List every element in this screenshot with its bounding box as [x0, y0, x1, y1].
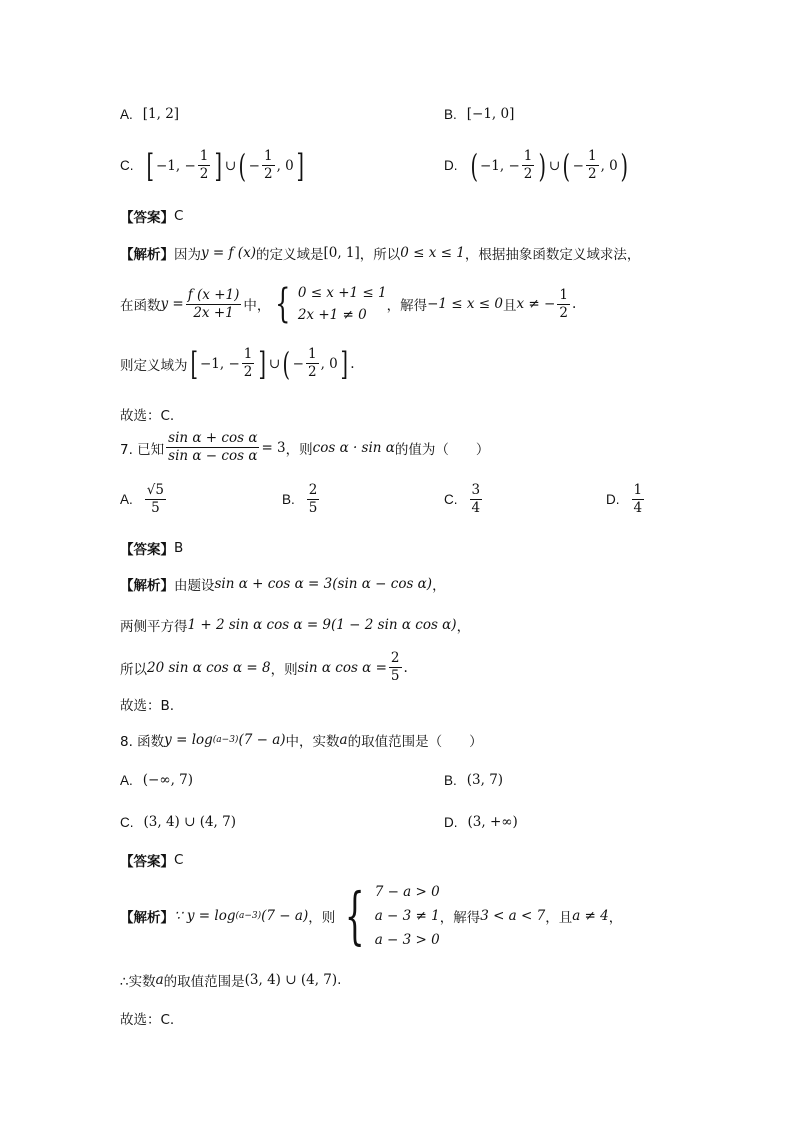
text: 故选：B. — [120, 698, 175, 714]
fraction: $\frac{3}{4}$ — [471, 482, 481, 516]
option-label: D. — [444, 158, 458, 173]
math-text: 0 ≤ x ≤ 1 — [400, 245, 465, 261]
text: ，且 — [545, 910, 573, 926]
q8-answer — [120, 850, 183, 870]
option-label: A. — [120, 492, 133, 507]
q6-answer — [120, 206, 183, 226]
text: 中，实数 — [285, 734, 340, 750]
math-text: , 0 — [600, 157, 618, 174]
math-text: y = — [160, 296, 184, 312]
math-text: . — [403, 659, 408, 676]
text: ，则 — [308, 910, 336, 926]
option-label: D. — [444, 814, 458, 830]
text: ， — [456, 619, 471, 635]
text: ∴实数 — [120, 974, 156, 990]
math-text: (7 − a) — [261, 908, 309, 924]
option-label: B. — [282, 492, 295, 507]
q7-option-b — [282, 482, 321, 517]
option-label: B. — [444, 106, 457, 122]
text: 的取值范围是 — [163, 974, 245, 990]
union-symbol: ∪ — [268, 355, 281, 372]
math-text: − — [572, 157, 584, 174]
q8-option-a — [120, 772, 193, 788]
q8-option-b — [444, 772, 503, 788]
question-number: 7. 已知 — [120, 441, 165, 458]
q6-explanation-line-3: 则定义域为 [ −1, − $\frac{1}{2}$ ] ∪ ( − $\frac{1}{2}$ , 0 ] . — [120, 344, 355, 383]
math-text: sin α + cos α = 3(sin α − cos α) — [214, 576, 433, 592]
text: 因为 — [174, 247, 201, 263]
q6-option-b — [444, 106, 514, 122]
math-text: . — [571, 296, 577, 312]
q7-option-c — [444, 482, 484, 517]
math-text: sin α cos α = — [297, 659, 387, 676]
fraction: $\frac{1}{2}$ — [523, 148, 533, 182]
q7-answer — [120, 538, 183, 558]
text: . — [337, 972, 342, 988]
answer-value: B — [174, 540, 184, 556]
text: ，所以 — [359, 247, 401, 263]
union-symbol: ∪ — [548, 157, 561, 174]
answer-tag: 【答案】 — [120, 542, 174, 558]
text: 中， — [243, 298, 271, 314]
fraction: $\frac{1}{2}$ — [587, 148, 597, 182]
option-label: C. — [120, 814, 134, 830]
q8-explanation-line-1: 【解析】 ∵ y = log (a−3) (7 − a) ，则 { 7 − a > 0 a − 3 ≠ 1 a − 3 > 0 ，解得 3 < a < 7 ，且 a ≠ 4 ， — [120, 879, 623, 952]
math-text: x ≠ − — [516, 296, 556, 312]
math-text: . — [350, 355, 355, 372]
log-base: (a−3) — [235, 911, 262, 921]
math-text: −1, − — [479, 157, 520, 174]
text: 由题设 — [174, 578, 215, 594]
option-text: [−1, 0] — [466, 106, 515, 122]
option-text: (3, +∞) — [467, 814, 518, 830]
math-text: [0, 1] — [323, 245, 360, 261]
q7-explanation-line-3 — [120, 650, 408, 685]
math-text: y = log — [164, 732, 213, 748]
q7-option-a — [120, 482, 168, 517]
math-text: 3 < a < 7 — [480, 908, 546, 924]
math-text: (7 − a) — [238, 732, 286, 748]
fraction: $\frac{\text{sin α + cos α}}{\text{sin α − cos α}}$ — [168, 430, 258, 464]
option-text: (3, 4) ∪ (4, 7) — [143, 814, 236, 830]
q8-explanation-line-2 — [120, 970, 341, 990]
math-text: −1, − — [199, 355, 240, 372]
fraction: $\frac{2}{5}$ — [308, 482, 318, 516]
option-label: C. — [120, 158, 134, 173]
answer-value: C — [174, 208, 184, 224]
math-text: y = f (x) — [201, 245, 256, 261]
q8-option-c — [120, 814, 236, 830]
q7-stem — [120, 430, 489, 465]
explanation-tag: 【解析】 — [120, 247, 174, 263]
math-text: −1, − — [155, 157, 196, 174]
fraction: $\frac{f (x +1)}{2x +1}$ — [187, 286, 240, 321]
q7-explanation-line-1 — [120, 574, 446, 594]
text: 故选：C. — [120, 1012, 175, 1028]
q6-choice-summary — [120, 404, 174, 424]
math-text: a — [339, 732, 348, 748]
explanation-tag: 【解析】 — [120, 910, 174, 926]
q7-choice-summary — [120, 694, 174, 714]
math-text: 1 + 2 sin α cos α = 9(1 − 2 sin α cos α) — [187, 617, 457, 633]
text: ，则 — [270, 661, 298, 678]
explanation-tag: 【解析】 — [120, 578, 174, 594]
fraction: $\frac{1}{2}$ — [199, 148, 209, 182]
text: 所以 — [120, 661, 147, 678]
log-base: (a−3) — [212, 735, 239, 745]
math-text: ∵ y = log — [174, 908, 236, 924]
q6-option-d: D. ( −1, − $\frac{1}{2}$ ) ∪ ( − $\frac{1}{2}$ , 0 ) — [444, 146, 628, 185]
equation-system: 7 − a > 0 a − 3 ≠ 1 a − 3 > 0 — [374, 884, 440, 948]
text: 两侧平方得 — [120, 619, 188, 635]
text: ， — [608, 910, 623, 926]
text: ，解得 — [386, 298, 428, 314]
option-label: D. — [606, 492, 620, 507]
option-label: A. — [120, 106, 133, 122]
text: ，则 — [285, 441, 313, 458]
option-text: (3, 7) — [466, 772, 504, 788]
fraction: $\frac{√5}{5}$ — [146, 482, 164, 516]
text: 的定义域是 — [255, 247, 324, 263]
text: 且 — [503, 298, 517, 314]
option-text: (−∞, 7) — [142, 772, 194, 788]
text: ，根据抽象函数定义域求法， — [464, 247, 641, 263]
answer-tag: 【答案】 — [120, 854, 174, 870]
q6-option-a — [120, 106, 179, 122]
math-text: −1 ≤ x ≤ 0 — [427, 296, 504, 312]
fraction: $\frac{1}{2}$ — [559, 286, 568, 321]
answer-value: C — [174, 852, 184, 868]
math-text: − — [292, 355, 304, 372]
text: 的取值范围是（ ） — [347, 734, 483, 750]
math-text: , 0 — [320, 355, 338, 372]
answer-tag: 【答案】 — [120, 210, 174, 226]
math-text: 20 sin α cos α = 8 — [147, 659, 271, 676]
equation-system: 0 ≤ x +1 ≤ 1 2x +1 ≠ 0 — [297, 285, 387, 323]
option-text: [1, 2] — [142, 106, 180, 122]
fraction: $\frac{1}{4}$ — [633, 482, 643, 516]
question-number: 8. 函数 — [120, 734, 165, 750]
option-label: A. — [120, 772, 133, 788]
q6-explanation-line-1 — [120, 243, 640, 263]
text: 的值为（ ） — [394, 441, 490, 458]
fraction: $\frac{1}{2}$ — [243, 346, 253, 380]
q8-option-d — [444, 814, 518, 830]
q8-choice-summary — [120, 1008, 174, 1028]
q8-stem — [120, 730, 483, 750]
fraction: $\frac{2}{5}$ — [390, 650, 400, 684]
fraction: $\frac{1}{2}$ — [263, 148, 273, 182]
option-label: C. — [444, 492, 458, 507]
text: 则定义域为 — [120, 357, 188, 374]
math-text: − — [248, 157, 260, 174]
fraction: $\frac{1}{2}$ — [307, 346, 317, 380]
math-text: = 3 — [261, 439, 286, 456]
math-text: (3, 4) ∪ (4, 7) — [244, 972, 338, 988]
q7-option-d — [606, 482, 646, 517]
text: ，解得 — [439, 910, 481, 926]
text: 故选：C. — [120, 408, 175, 424]
math-text: a ≠ 4 — [572, 908, 609, 924]
math-text: a — [155, 972, 164, 988]
text: 在函数 — [120, 298, 161, 314]
union-symbol: ∪ — [224, 157, 237, 174]
math-text: , 0 — [276, 157, 294, 174]
q6-explanation-line-2: 在函数 y = $\frac{f (x +1)}{2x +1}$ 中， { 0 ≤ x +1 ≤ 1 2x +1 ≠ 0 ，解得 −1 ≤ x ≤ 0 且 x ≠ − $\frac{1}{2}$ . — [120, 281, 577, 327]
q6-option-c: C. [ −1, − $\frac{1}{2}$ ] ∪ ( − $\frac{1}{2}$ , 0 ] — [120, 146, 304, 185]
math-text: cos α · sin α — [312, 439, 395, 456]
text: ， — [432, 578, 446, 594]
q7-explanation-line-2 — [120, 615, 470, 635]
option-label: B. — [444, 772, 457, 788]
